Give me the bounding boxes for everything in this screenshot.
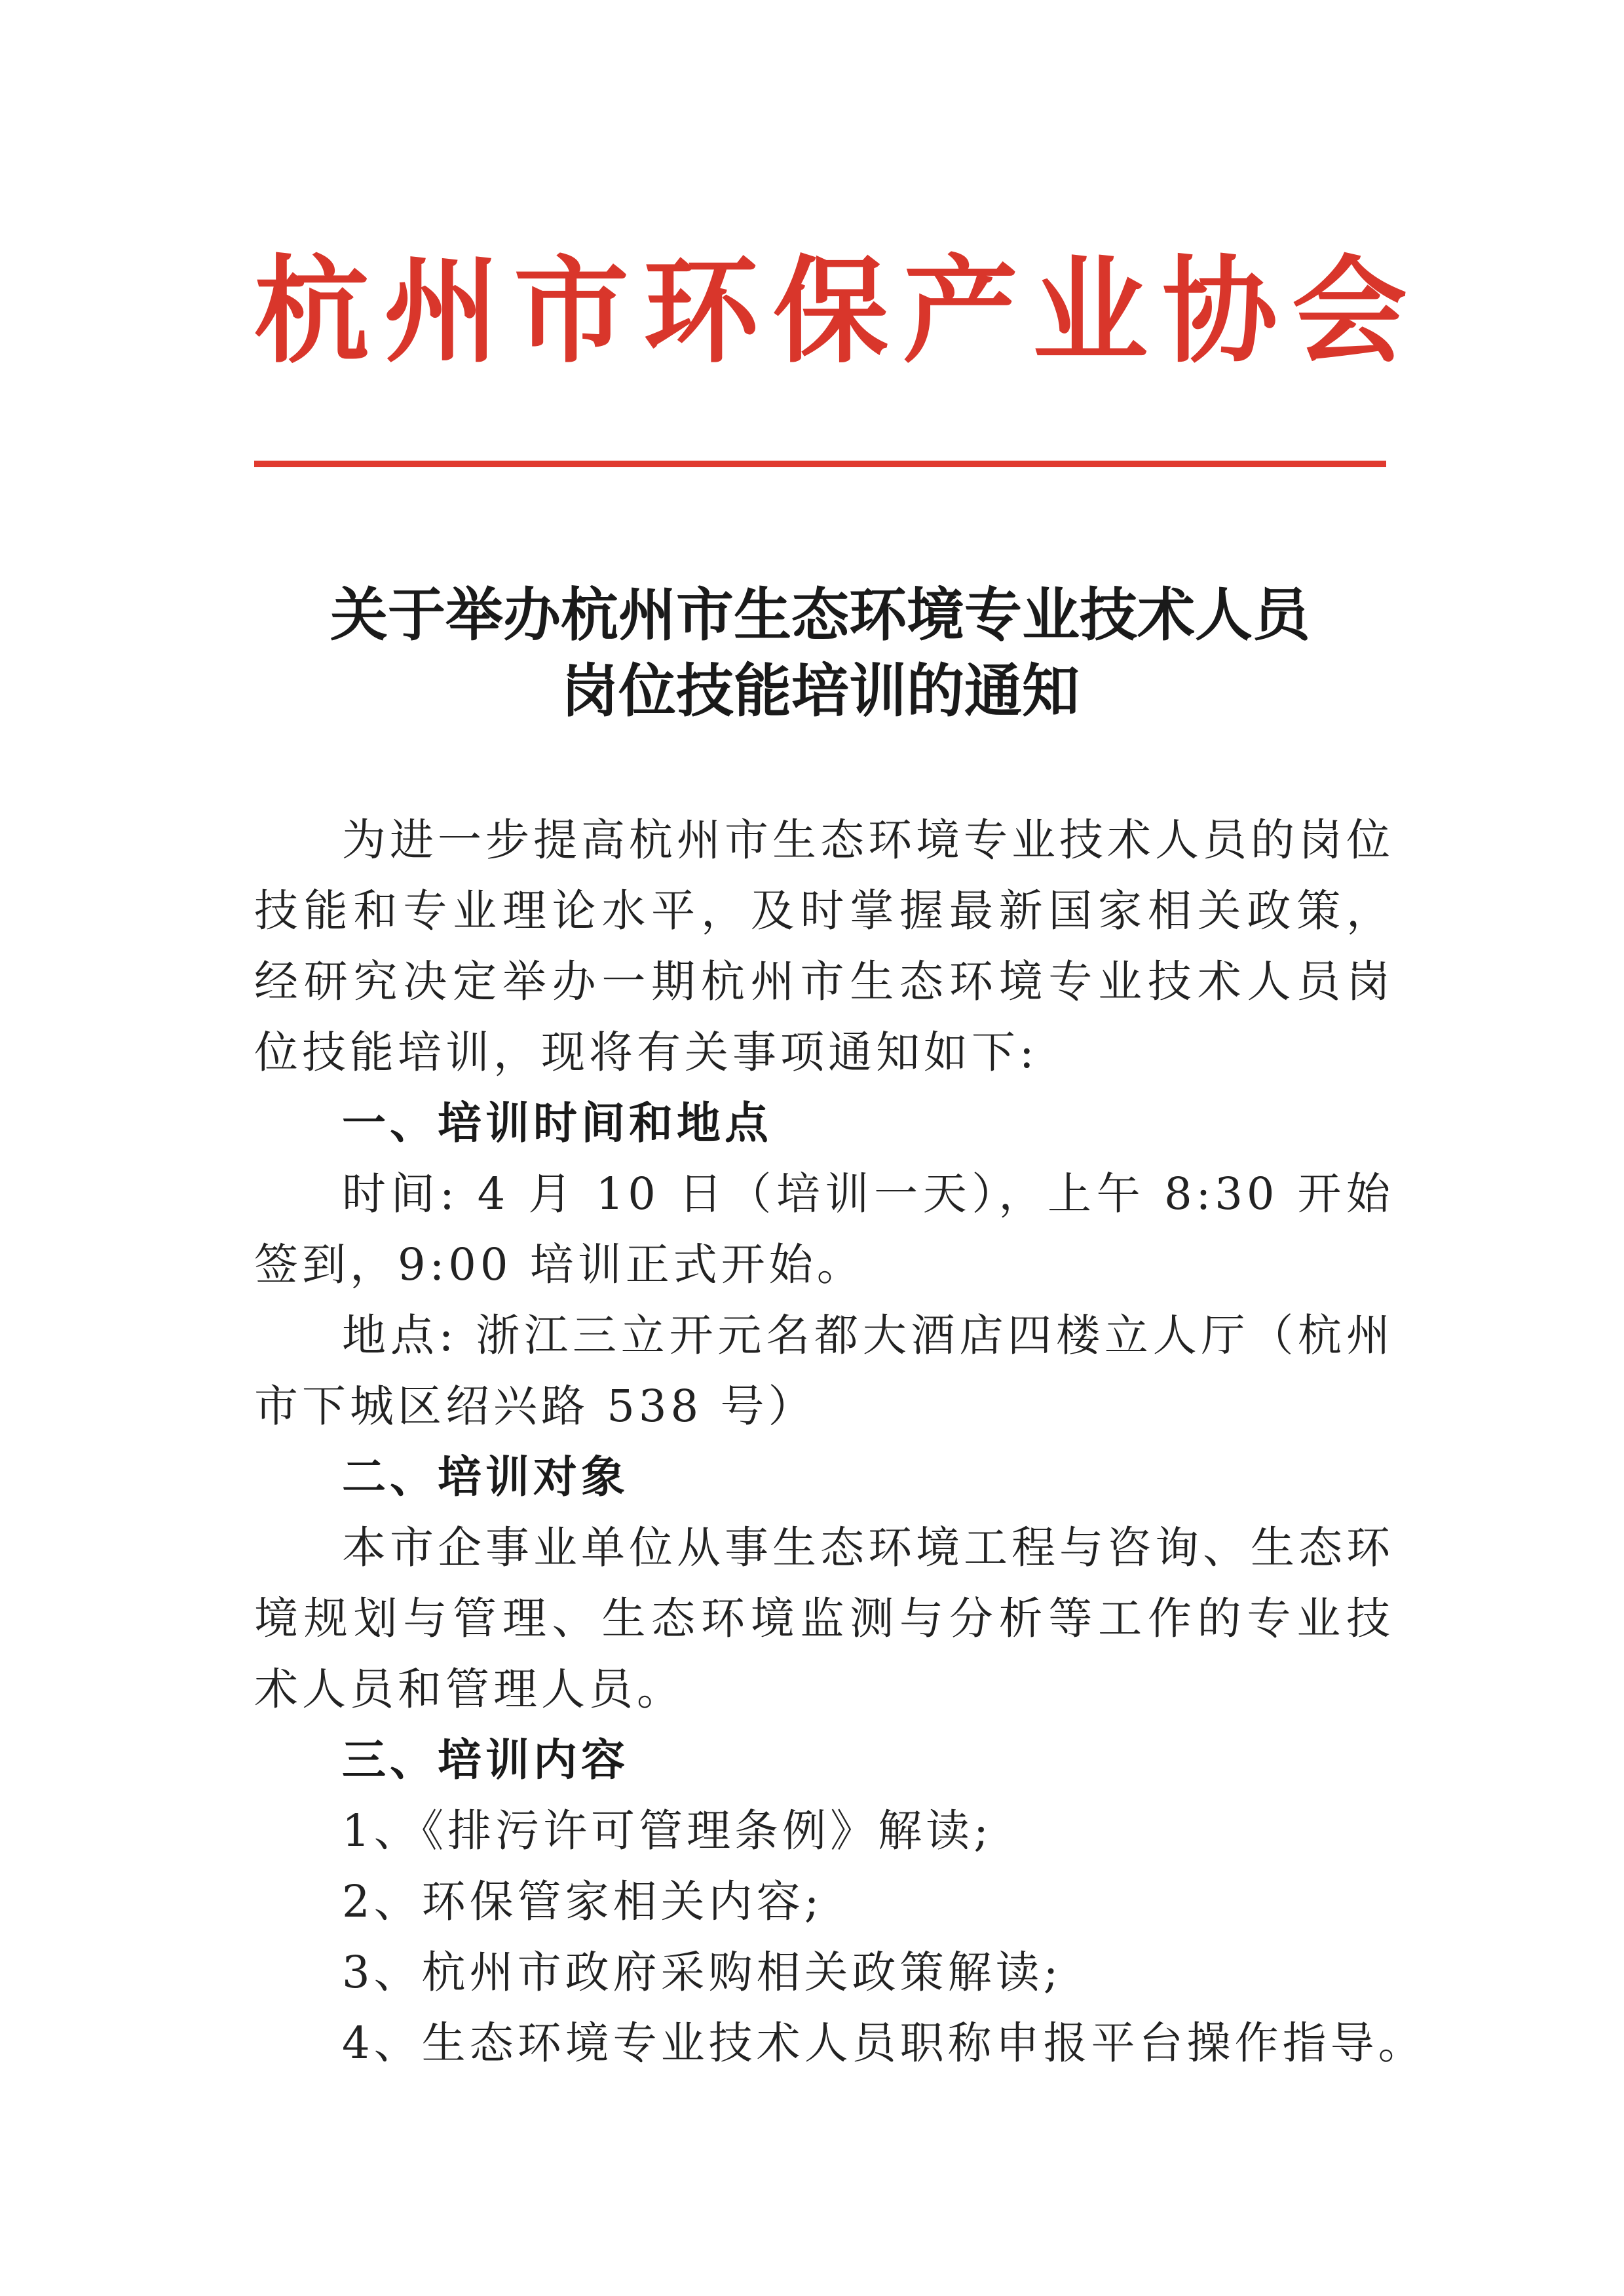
document-title-line-1: 关于举办杭州市生态环境专业技术人员 [330, 581, 1310, 649]
content-list-item: 3、杭州市政府采购相关政策解读; [342, 1947, 1063, 1998]
letterhead-red-rule [254, 461, 1386, 467]
letterhead-org-name: 杭州市环保产业协会 [254, 243, 1422, 379]
intro-paragraph: 为进一步提高杭州市生态环境专业技术人员的岗位技能和专业理论水平，及时掌握最新国家相关政策，经研究决定举办一期杭州市生态环境专业技术人员岗位技能培训，现将有关事项通知如下: [254, 814, 1394, 1078]
document-body [254, 805, 1426, 2078]
training-place: 地点: 浙江三立开元名都大酒店四楼立人厅（杭州市下城区绍兴路 538 号） [254, 1310, 1394, 1432]
document-title [254, 577, 1386, 729]
section-heading-audience: 二、培训对象 [342, 1451, 629, 1502]
training-time: 时间: 4 月 10 日（培训一天），上午 8:30 开始签到，9:00 培训正式开始。 [254, 1168, 1394, 1290]
section-heading-content: 三、培训内容 [342, 1734, 629, 1786]
training-audience: 本市企事业单位从事生态环境工程与咨询、生态环境规划与管理、生态环境监测与分析等工作的专业技术人员和管理人员。 [254, 1522, 1394, 1715]
content-list-item: 1、《排污许可管理条例》解读; [342, 1805, 992, 1856]
document-title-line-2: 岗位技能培训的通知 [560, 657, 1080, 725]
section-heading-time-place: 一、培训时间和地点 [342, 1097, 772, 1149]
content-list-item: 2、环保管家相关内容; [342, 1876, 823, 1927]
content-list-item: 4、生态环境专业技术人员职称申报平台操作指导。 [342, 2018, 1426, 2069]
